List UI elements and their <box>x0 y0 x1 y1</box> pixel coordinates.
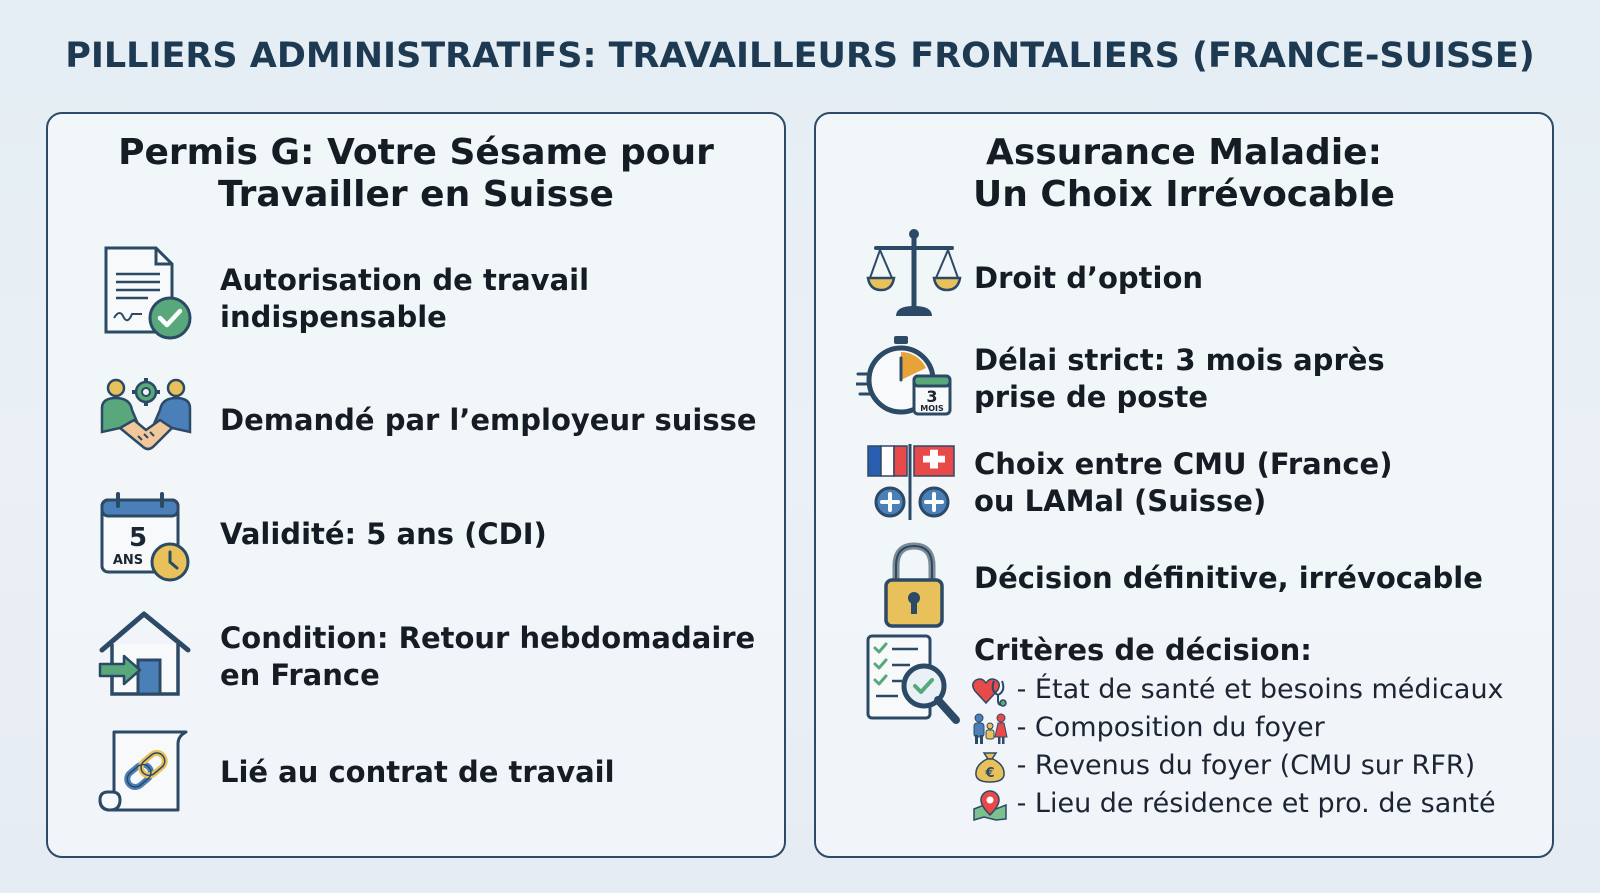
label-line: Délai strict: 3 mois après <box>974 343 1385 377</box>
list-item-label <box>220 516 547 553</box>
heart-stethoscope-icon <box>972 675 1008 707</box>
list-item-label <box>974 560 1483 597</box>
list-item-label <box>974 260 1203 297</box>
list-item-label <box>974 632 1312 669</box>
calendar-5-ans-clock-icon <box>98 490 194 586</box>
contract-scroll-link-icon <box>98 726 194 822</box>
list-item-label <box>220 620 755 694</box>
criteria-text: - Revenus du foyer (CMU sur RFR) <box>1016 750 1476 781</box>
handshake-people-gear-icon <box>98 372 194 468</box>
label-line: ou LAMal (Suisse) <box>974 484 1267 518</box>
checklist-magnifier-icon <box>866 634 962 730</box>
label-line: Choix entre CMU (France) <box>974 447 1393 481</box>
svg-text:€: € <box>985 765 995 781</box>
calendar-unit: ANS <box>112 553 144 568</box>
permis-g-panel-title <box>48 132 784 216</box>
calendar-number: 3 <box>926 387 938 406</box>
criteria-item <box>972 712 1325 745</box>
criteria-item <box>972 674 1504 707</box>
list-item-label <box>220 754 615 791</box>
criteria-item <box>972 750 1475 783</box>
list-item-label <box>220 262 589 336</box>
france-switzerland-flags-health-icon <box>862 440 958 536</box>
label-line: Lié au contrat de travail <box>220 755 615 789</box>
criteria-text: - Composition du foyer <box>1016 712 1325 743</box>
main-title: PILLIERS ADMINISTRATIFS: TRAVAILLEURS FRONTALIERS (FRANCE-SUISSE) <box>65 36 1535 76</box>
label-line: Autorisation de travail <box>220 263 590 297</box>
criteria-item <box>972 788 1496 821</box>
panel-title-line: Assurance Maladie: <box>986 132 1382 173</box>
list-item-label <box>974 446 1392 520</box>
label-line: Validité: 5 ans (CDI) <box>220 517 547 551</box>
label-line: Critères de décision: <box>974 633 1312 667</box>
calendar-unit: MOIS <box>920 404 944 413</box>
label-line: indispensable <box>220 300 447 334</box>
label-line: en France <box>220 658 380 692</box>
map-location-pin-icon <box>972 789 1008 821</box>
label-line: Décision définitive, irrévocable <box>974 561 1483 595</box>
permis-g-panel <box>46 112 786 858</box>
panel-title-line: Permis G: Votre Sésame pour <box>118 132 714 173</box>
balance-scale-icon <box>866 226 962 322</box>
family-icon <box>972 713 1008 745</box>
signed-document-check-icon <box>98 244 194 340</box>
list-item-label <box>974 342 1385 416</box>
label-line: Condition: Retour hebdomadaire <box>220 621 756 655</box>
label-line: Droit d’option <box>974 261 1204 295</box>
criteria-text: - Lieu de résidence et pro. de santé <box>1016 788 1496 819</box>
money-bag-euro-icon <box>972 751 1008 783</box>
padlock-icon <box>866 538 962 634</box>
stopwatch-calendar-icon <box>856 334 952 430</box>
label-line: prise de poste <box>974 380 1209 414</box>
panel-title-line: Travailler en Suisse <box>218 174 614 215</box>
label-line: Demandé par l’employeur suisse <box>220 403 757 437</box>
assurance-maladie-panel <box>814 112 1554 858</box>
list-item-label <box>220 402 757 439</box>
criteria-text: - État de santé et besoins médicaux <box>1016 674 1504 705</box>
house-arrow-return-icon <box>98 608 194 704</box>
panel-title-line: Un Choix Irrévocable <box>973 174 1395 215</box>
calendar-number: 5 <box>128 523 148 553</box>
assurance-maladie-panel-title <box>816 132 1552 216</box>
